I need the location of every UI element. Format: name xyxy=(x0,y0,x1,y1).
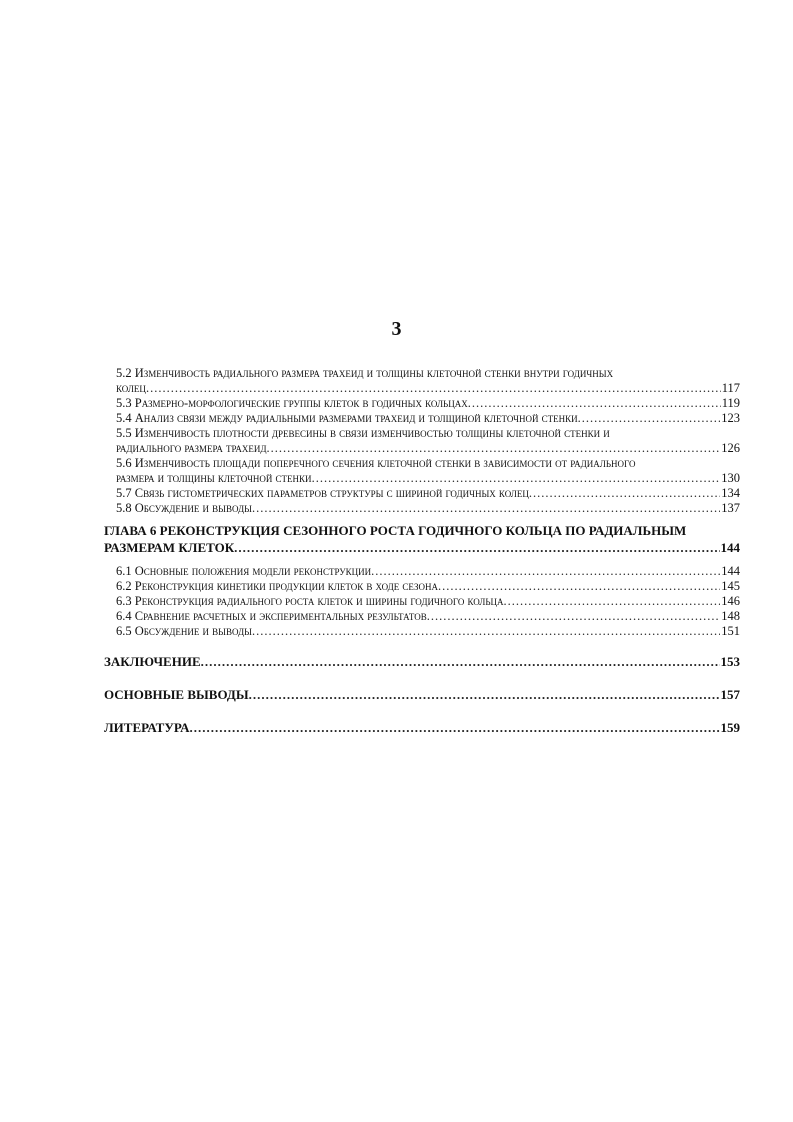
toc-entry-5-3[interactable] xyxy=(116,396,740,411)
toc-page-number: 159 xyxy=(720,720,740,735)
toc-conclusion[interactable] xyxy=(104,653,740,670)
toc-chapter-title: ЗАКЛЮЧЕНИЕ xyxy=(104,654,201,669)
toc-entry-title: 6.2 Реконструкция кинетики продукции клеток в ходе сезона xyxy=(116,579,439,593)
toc-main-findings[interactable] xyxy=(104,686,740,703)
toc-page-number: 148 xyxy=(721,609,740,623)
dot-leader xyxy=(190,719,720,736)
toc-entry-title: 5.4 Анализ связи между радиальными размерами трахеид и толщиной клеточной стенки xyxy=(116,411,578,425)
toc-page-number: 117 xyxy=(721,381,740,395)
dot-leader xyxy=(529,486,720,501)
dot-leader xyxy=(266,441,720,456)
toc-entry-title: 5.2 Изменчивость радиального размера трахеид и толщины клеточной стенки внутри годичных xyxy=(116,366,614,380)
toc-chapter-6[interactable] xyxy=(104,522,740,556)
toc-entry-5-7[interactable] xyxy=(116,486,740,501)
toc-entry-title-cont: радиального размера трахеид xyxy=(116,441,267,455)
toc-entry-5-6[interactable] xyxy=(116,456,740,486)
toc-page-number: 119 xyxy=(721,396,740,410)
dot-leader xyxy=(504,594,721,609)
toc-entry-5-2[interactable] xyxy=(116,366,740,396)
toc-page-number: 145 xyxy=(721,579,740,593)
toc-chapter-title: ОСНОВНЫЕ ВЫВОДЫ xyxy=(104,687,249,702)
toc-page-number: 146 xyxy=(721,594,740,608)
dot-leader xyxy=(578,411,721,426)
dot-leader xyxy=(312,471,721,486)
toc-entry-6-4[interactable] xyxy=(116,609,740,624)
toc-page-number: 153 xyxy=(720,654,740,669)
toc-page-number: 144 xyxy=(720,540,740,555)
toc-entry-title: 5.5 Изменчивость плотности древесины в связи изменчивостью толщины клеточной стенки и xyxy=(116,426,610,440)
toc-page-number: 151 xyxy=(721,624,740,638)
dot-leader xyxy=(438,579,720,594)
dot-leader xyxy=(252,501,720,516)
dot-leader xyxy=(252,624,720,639)
dot-leader xyxy=(234,539,719,556)
toc-entry-6-3[interactable] xyxy=(116,594,740,609)
toc-entry-title: 6.5 Обсуждение и выводы xyxy=(116,624,252,638)
toc-page-number: 137 xyxy=(721,501,740,515)
toc-entry-6-2[interactable] xyxy=(116,579,740,594)
toc-entry-title: 6.1 Основные положения модели реконструкции xyxy=(116,564,372,578)
toc-chapter-title: ЛИТЕРАТУРА xyxy=(104,720,190,735)
toc-entry-5-5[interactable] xyxy=(116,426,740,456)
toc-entry-title: 5.3 Размерно-морфологические группы клеток в годичных кольцах xyxy=(116,396,468,410)
toc-entry-title: 6.3 Реконструкция радиального роста клеток и ширины годичного кольца xyxy=(116,594,504,608)
toc-entry-title: 6.4 Сравнение расчетных и экспериментальных результатов xyxy=(116,609,427,623)
toc-page-number: 144 xyxy=(721,564,740,578)
toc-entry-title-cont: размера и толщины клеточной стенки xyxy=(116,471,312,485)
dot-leader xyxy=(427,609,721,624)
table-of-contents xyxy=(104,366,740,736)
toc-entry-6-5[interactable] xyxy=(116,624,740,639)
dot-leader xyxy=(371,564,720,579)
toc-page-number: 157 xyxy=(720,687,740,702)
toc-page-number: 134 xyxy=(721,486,740,500)
toc-page-number: 130 xyxy=(721,471,740,485)
toc-literature[interactable] xyxy=(104,719,740,736)
toc-entry-5-4[interactable] xyxy=(116,411,740,426)
toc-page-number: 126 xyxy=(721,441,740,455)
toc-page-number: 123 xyxy=(721,411,740,425)
dot-leader xyxy=(146,381,721,396)
dot-leader xyxy=(201,653,720,670)
dot-leader xyxy=(249,686,720,703)
page-number: 3 xyxy=(391,318,402,340)
toc-chapter-title-cont: РАЗМЕРАМ КЛЕТОК xyxy=(104,540,235,555)
toc-entry-title: 5.8 Обсуждение и выводы xyxy=(116,501,252,515)
toc-entry-title-cont: колец xyxy=(116,381,146,395)
toc-entry-title: 5.7 Связь гистометрических параметров структуры с шириной годичных колец xyxy=(116,486,529,500)
toc-entry-5-8[interactable] xyxy=(116,501,740,516)
toc-chapter-title: ГЛАВА 6 РЕКОНСТРУКЦИЯ СЕЗОННОГО РОСТА ГОДИЧНОГО КОЛЬЦА ПО РАДИАЛЬНЫМ xyxy=(104,523,687,538)
dot-leader xyxy=(468,396,721,411)
toc-entry-6-1[interactable] xyxy=(116,564,740,579)
toc-entry-title: 5.6 Изменчивость площади поперечного сечения клеточной стенки в зависимости от радиального xyxy=(116,456,636,470)
